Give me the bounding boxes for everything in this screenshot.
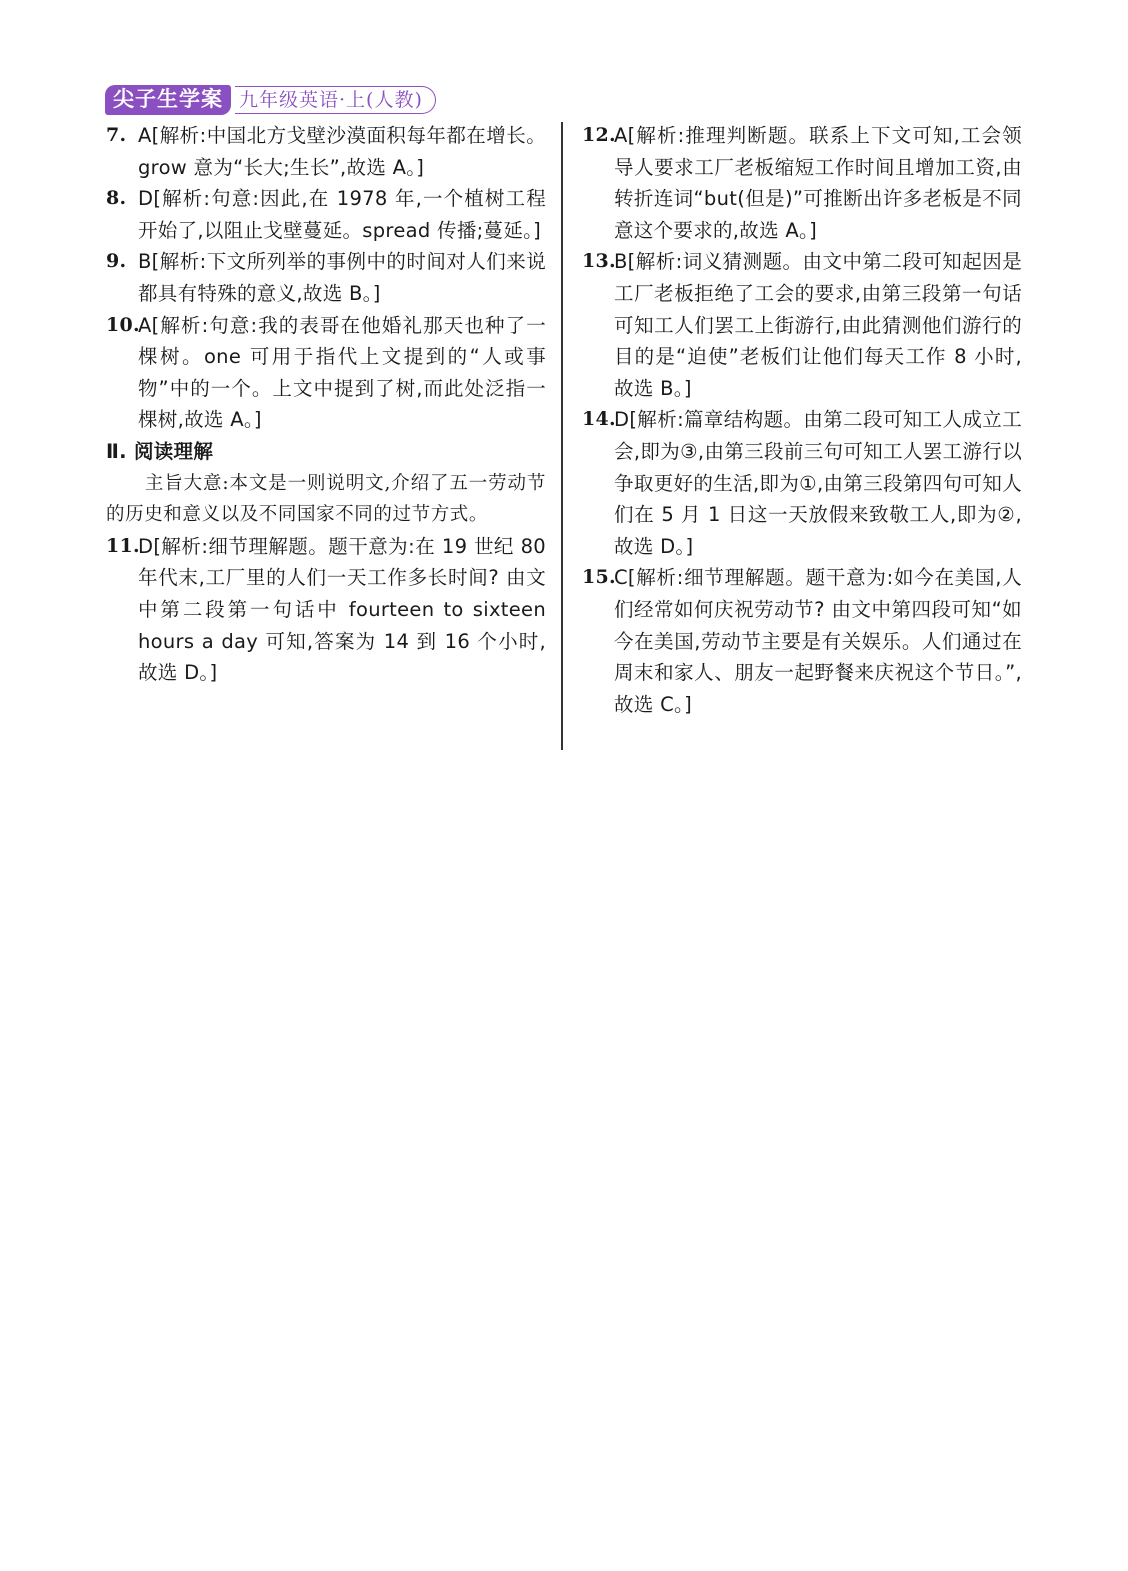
right-column [582,120,1022,720]
question-number: 15. [582,566,616,589]
answer-item [106,531,546,689]
brand-logo: 尖子生学案 [105,85,231,115]
answer-item [582,404,1022,562]
answer-text: A[解析:中国北方戈壁沙漠面积每年都在增长。grow 意为“长大;生长”,故选 A。] [138,124,546,179]
answer-item [582,246,1022,404]
book-subtitle: 九年级英语·上(人教) [235,86,436,114]
question-number: 14. [582,408,616,431]
answer-text: D[解析:篇章结构题。由第二段可知工人成立工会,即为③,由第三段前三句可知工人罢工游行以争取更好的生活,即为①,由第三段第四句可知人们在 5 月 1 日这一天放假来致敬工人,即为②,故选 D。] [614,408,1022,558]
question-number: 10. [106,313,140,336]
question-number: 13. [582,250,616,273]
answer-item [106,183,546,246]
answer-text: D[解析:细节理解题。题干意为:在 19 世纪 80 年代末,工厂里的人们一天工作多长时间? 由文中第二段第一句话中 fourteen to sixteen hours a day 可知,答案为 14 到 16 个小时,故选 D。] [138,534,546,685]
answer-text: C[解析:细节理解题。题干意为:如今在美国,人们经常如何庆祝劳动节? 由文中第四段可知“如今在美国,劳动节主要是有关娱乐。人们通过在周末和家人、朋友一起野餐来庆祝这个节日。”,故选 C。] [614,566,1022,716]
answer-item [582,562,1022,720]
section-title: Ⅱ. 阅读理解 [106,439,214,463]
question-number: 8. [106,187,127,210]
question-number: 11. [106,534,140,557]
answer-text: D[解析:句意:因此,在 1978 年,一个植树工程开始了,以阻止戈壁蔓延。spread 传播;蔓延。] [138,187,546,242]
passage-summary: 主旨大意:本文是一则说明文,介绍了五一劳动节的历史和意义以及不同国家不同的过节方式。 [106,472,546,526]
question-number: 7. [106,124,127,146]
answer-item [106,120,546,183]
answer-text: B[解析:下文所列举的事例中的时间对人们来说都具有特殊的意义,故选 B。] [138,250,546,305]
answer-text: A[解析:推理判断题。联系上下文可知,工会领导人要求工厂老板缩短工作时间且增加工资,由转折连词“but(但是)”可推断出许多老板是不同意这个要求的,故选 A。] [614,124,1022,242]
answer-item [582,120,1022,246]
answer-item [106,246,546,309]
page-header [105,85,436,115]
column-divider [561,122,563,750]
answer-text: B[解析:词义猜测题。由文中第二段可知起因是工厂老板拒绝了工会的要求,由第三段第一句话可知工人们罢工上街游行,由此猜测他们游行的目的是“迫使”老板们让他们每天工作 8 小时,故选 B。] [614,250,1022,400]
answer-text: A[解析:句意:我的表哥在他婚礼那天也种了一棵树。one 可用于指代上文提到的“人或事物”中的一个。上文中提到了树,而此处泛指一棵树,故选 A。] [138,313,546,432]
question-number: 12. [582,124,616,146]
left-column [106,120,546,689]
question-number: 9. [106,250,127,273]
answer-item [106,310,546,436]
